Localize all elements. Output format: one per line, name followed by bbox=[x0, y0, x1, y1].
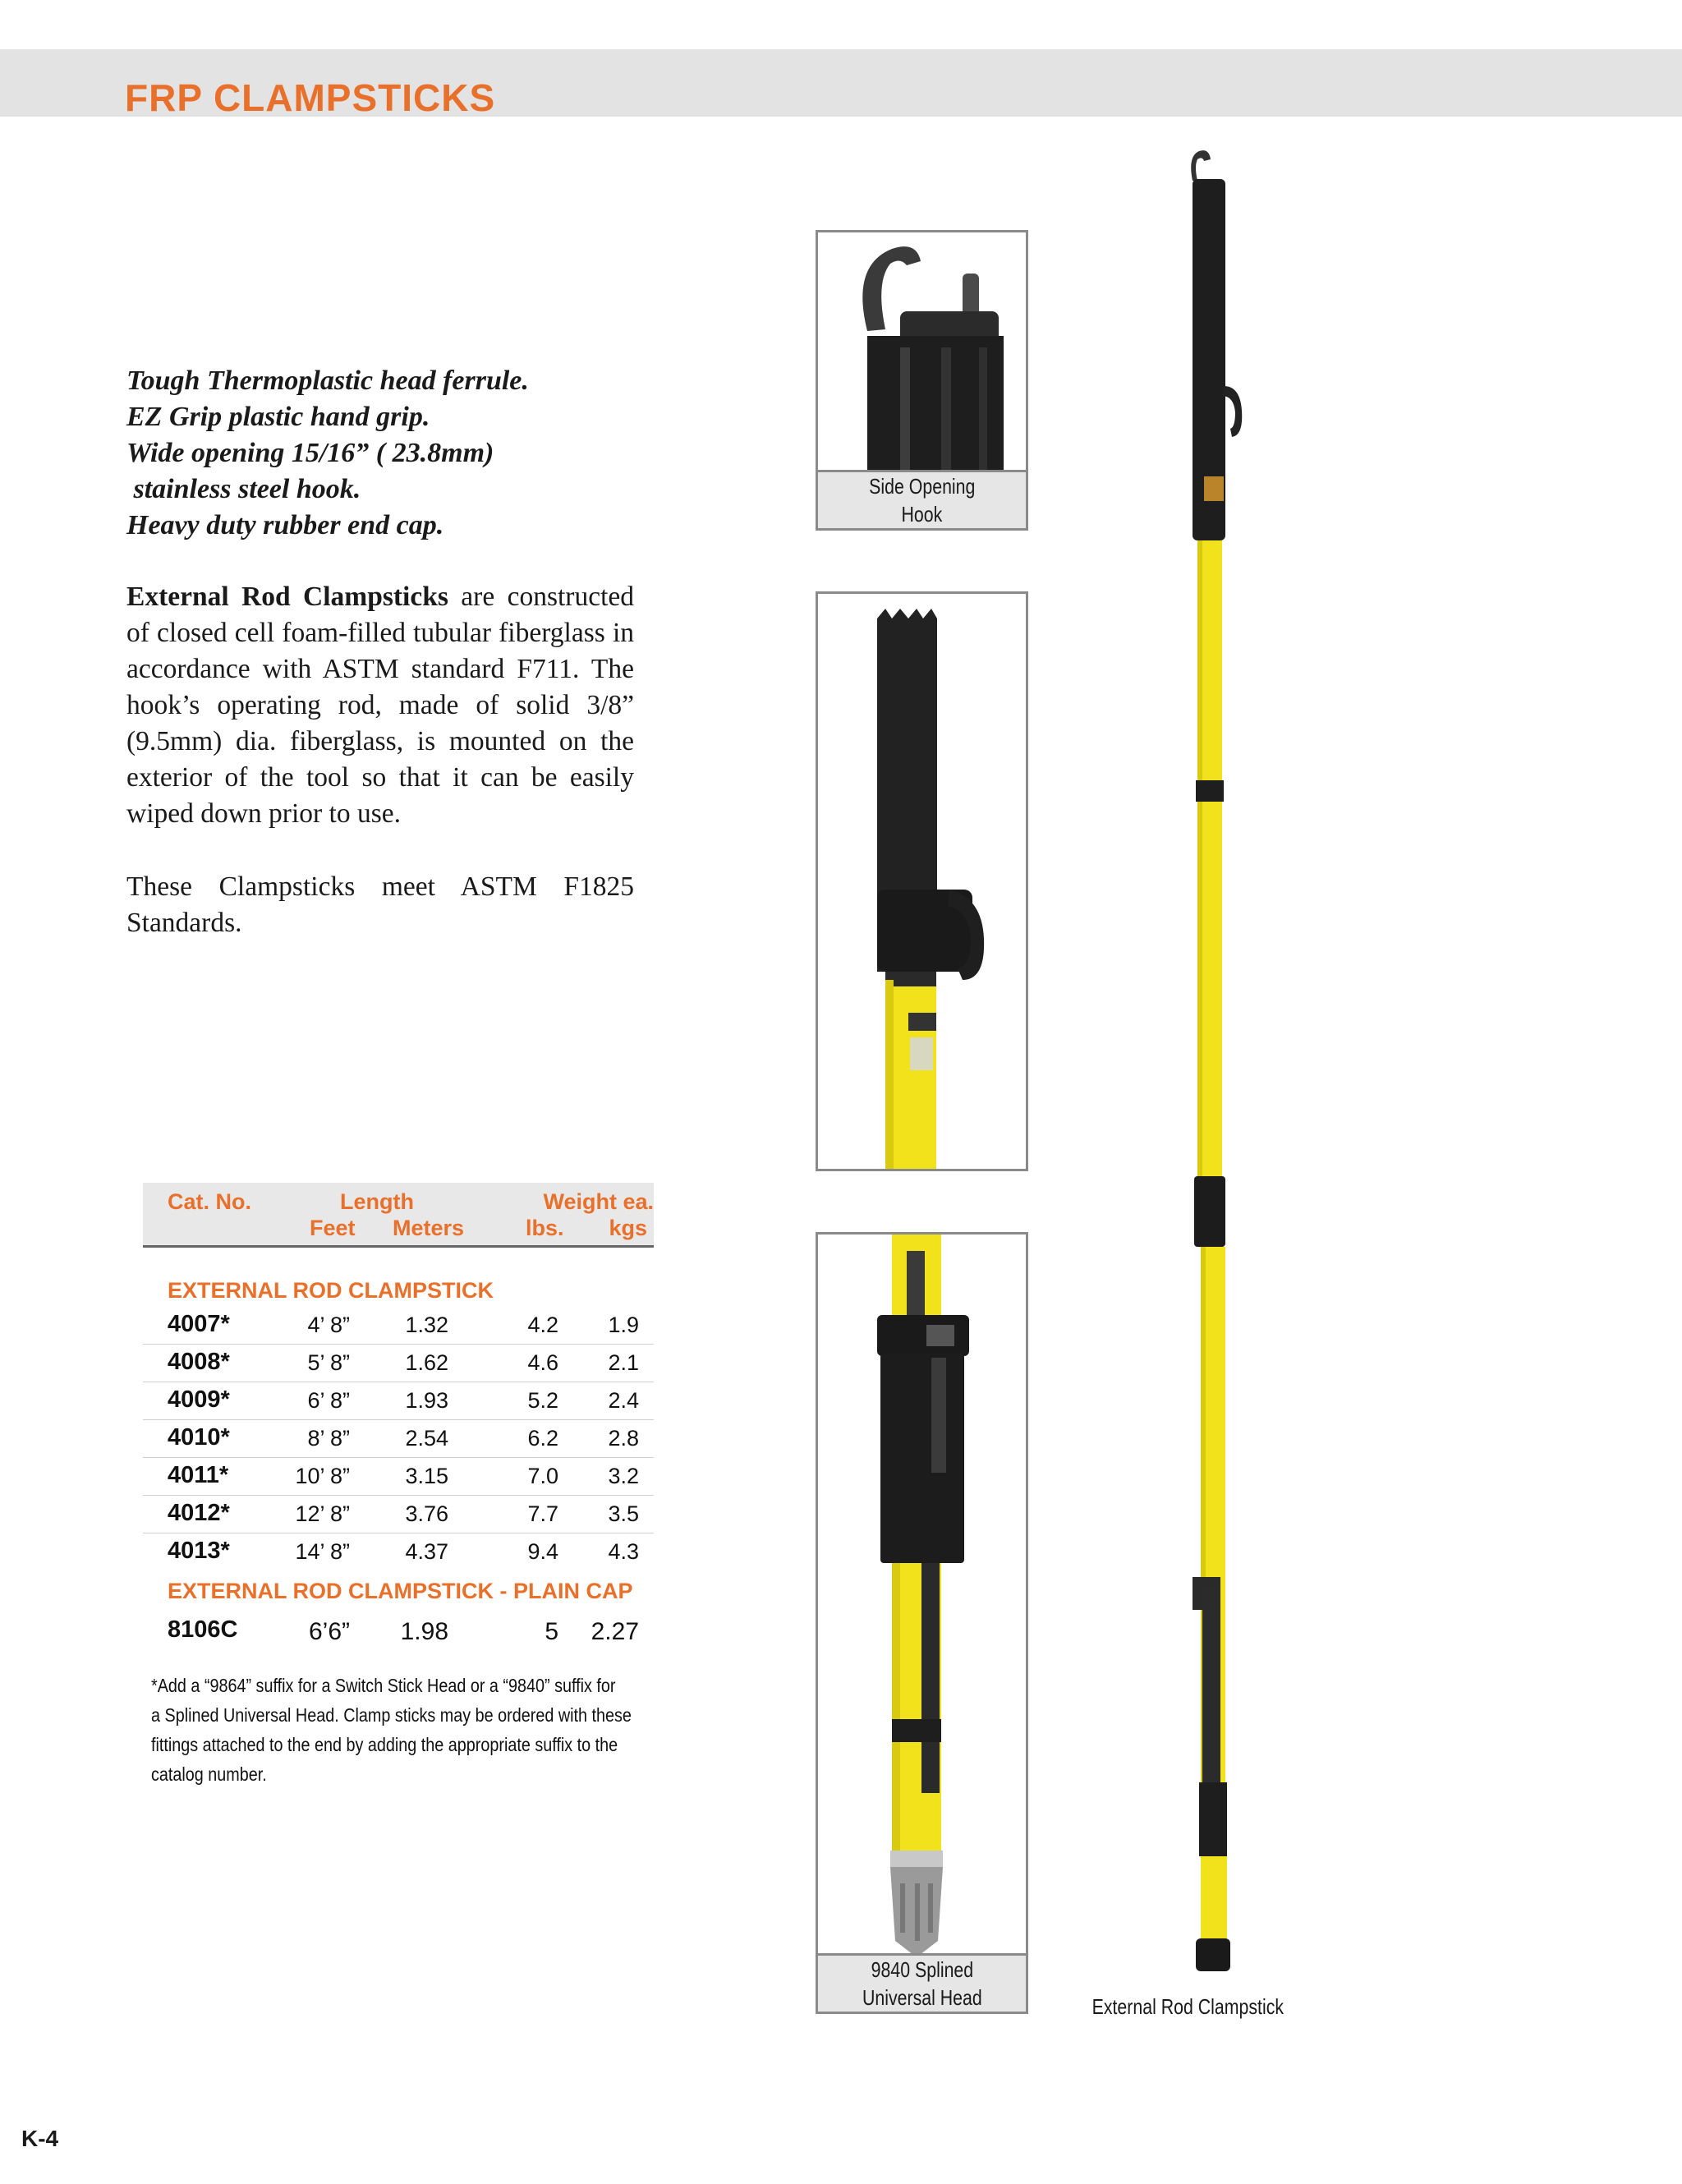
cell-lbs: 7.7 bbox=[527, 1501, 558, 1526]
table-row bbox=[143, 1533, 654, 1570]
table-row bbox=[143, 1457, 654, 1496]
cell-cat: 4012* bbox=[168, 1500, 230, 1526]
cell-cat: 4010* bbox=[168, 1424, 230, 1451]
caption-line: Universal Head bbox=[862, 1985, 982, 2010]
feature-item: Heavy duty rubber end cap. bbox=[126, 510, 444, 540]
table-row bbox=[143, 1382, 654, 1420]
cell-kgs: 3.5 bbox=[608, 1501, 639, 1526]
cell-feet: 4’ 8” bbox=[307, 1313, 350, 1337]
header-lbs: lbs. bbox=[526, 1216, 564, 1240]
page-number: K-4 bbox=[21, 2126, 59, 2151]
table-header bbox=[143, 1183, 654, 1248]
footnote bbox=[151, 1671, 632, 1789]
cell-meters: 3.76 bbox=[405, 1501, 448, 1526]
external-clampstick-caption bbox=[1064, 1994, 1311, 2020]
cell-lbs: 9.4 bbox=[527, 1539, 558, 1564]
table-row bbox=[143, 1344, 654, 1382]
cell-kgs: 2.27 bbox=[591, 1618, 639, 1645]
external-rod-clampstick-image bbox=[1117, 140, 1281, 1979]
cell-feet: 6’ 8” bbox=[307, 1388, 350, 1413]
feature-item: stainless steel hook. bbox=[126, 474, 361, 504]
page-title: FRP CLAMPSTICKS bbox=[125, 76, 496, 119]
cell-lbs: 4.2 bbox=[527, 1313, 558, 1337]
spec-table bbox=[143, 1183, 654, 1645]
hook-image bbox=[818, 232, 1026, 471]
head-image bbox=[818, 594, 1026, 1169]
caption-line: 9840 Splined bbox=[871, 1957, 973, 1982]
caption-text: External Rod Clampstick bbox=[1091, 1994, 1284, 2019]
footnote-line: catalog number. bbox=[151, 1763, 267, 1785]
cell-meters: 2.54 bbox=[405, 1426, 448, 1451]
header-weight: Weight ea. bbox=[543, 1189, 654, 1214]
footnote-line: a Splined Universal Head. Clamp sticks may be ordered with these bbox=[151, 1704, 632, 1726]
header-kgs: kgs bbox=[609, 1216, 647, 1240]
table-row bbox=[143, 1612, 654, 1649]
side-opening-hook-photo bbox=[816, 230, 1028, 531]
feature-item: Tough Thermoplastic head ferrule. bbox=[126, 366, 529, 396]
cell-lbs: 5 bbox=[545, 1618, 558, 1645]
table-row bbox=[143, 1306, 654, 1345]
header-cat-no: Cat. No. bbox=[168, 1189, 252, 1214]
header-length: Length bbox=[340, 1189, 414, 1214]
header-feet: Feet bbox=[310, 1216, 356, 1240]
cell-lbs: 4.6 bbox=[527, 1350, 558, 1375]
table-row bbox=[143, 1495, 654, 1533]
header-meters: Meters bbox=[393, 1216, 465, 1240]
section-heading: EXTERNAL ROD CLAMPSTICK bbox=[168, 1278, 494, 1303]
cell-feet: 8’ 8” bbox=[307, 1426, 350, 1451]
description-text: are constructed of closed cell foam-filled tubular fiberglass in accordance with ASTM standard F711. The hook’s operating rod, made of solid 3/8” (9.5mm) dia. fiberglass, is mounted on the exterior of the tool so that it can be easily wiped down prior to use. bbox=[126, 582, 635, 829]
cell-feet: 6’6” bbox=[308, 1618, 350, 1645]
cell-lbs: 7.0 bbox=[527, 1464, 558, 1488]
hook-caption bbox=[818, 470, 1026, 528]
cell-kgs: 2.4 bbox=[608, 1388, 639, 1413]
cell-meters: 1.93 bbox=[405, 1388, 448, 1413]
cell-feet: 5’ 8” bbox=[307, 1350, 350, 1375]
description-paragraph bbox=[126, 579, 634, 832]
splined-image bbox=[818, 1235, 1026, 1957]
splined-caption bbox=[818, 1953, 1026, 2012]
cell-meters: 1.62 bbox=[405, 1350, 448, 1375]
cell-lbs: 5.2 bbox=[527, 1388, 558, 1413]
cell-cat: 4013* bbox=[168, 1538, 230, 1564]
cell-feet: 14’ 8” bbox=[295, 1539, 350, 1564]
caption-line: Side Opening bbox=[868, 474, 976, 499]
cell-cat: 4007* bbox=[168, 1311, 230, 1337]
cell-kgs: 1.9 bbox=[608, 1313, 639, 1337]
cell-cat: 8106C bbox=[168, 1616, 238, 1643]
head-closeup-photo bbox=[816, 591, 1028, 1171]
cell-meters: 4.37 bbox=[405, 1539, 448, 1564]
cell-meters: 1.98 bbox=[400, 1618, 448, 1645]
feature-item: Wide opening 15/16” ( 23.8mm) bbox=[126, 438, 494, 468]
cell-lbs: 6.2 bbox=[527, 1426, 558, 1451]
cell-kgs: 4.3 bbox=[608, 1539, 639, 1564]
cell-meters: 1.32 bbox=[405, 1313, 448, 1337]
footnote-line: fittings attached to the end by adding the appropriate suffix to the bbox=[151, 1734, 618, 1755]
section-heading: EXTERNAL ROD CLAMPSTICK - PLAIN CAP bbox=[168, 1579, 633, 1603]
caption-line: Hook bbox=[901, 502, 943, 526]
feature-list bbox=[126, 363, 652, 544]
splined-head-photo bbox=[816, 1232, 1028, 2014]
astm-paragraph: These Clampsticks meet ASTM F1825 Standards. bbox=[126, 871, 634, 938]
cell-kgs: 2.8 bbox=[608, 1426, 639, 1451]
footnote-line: *Add a “9864” suffix for a Switch Stick Head or a “9840” suffix for bbox=[151, 1675, 616, 1696]
cell-kgs: 2.1 bbox=[608, 1350, 639, 1375]
description-lead: External Rod Clampsticks bbox=[126, 582, 448, 612]
table-row bbox=[143, 1419, 654, 1458]
cell-cat: 4008* bbox=[168, 1349, 230, 1375]
cell-meters: 3.15 bbox=[405, 1464, 448, 1488]
cell-feet: 12’ 8” bbox=[295, 1501, 350, 1526]
feature-item: EZ Grip plastic hand grip. bbox=[126, 402, 430, 432]
cell-feet: 10’ 8” bbox=[295, 1464, 350, 1488]
cell-cat: 4009* bbox=[168, 1386, 230, 1413]
cell-cat: 4011* bbox=[168, 1462, 229, 1488]
cell-kgs: 3.2 bbox=[608, 1464, 639, 1488]
